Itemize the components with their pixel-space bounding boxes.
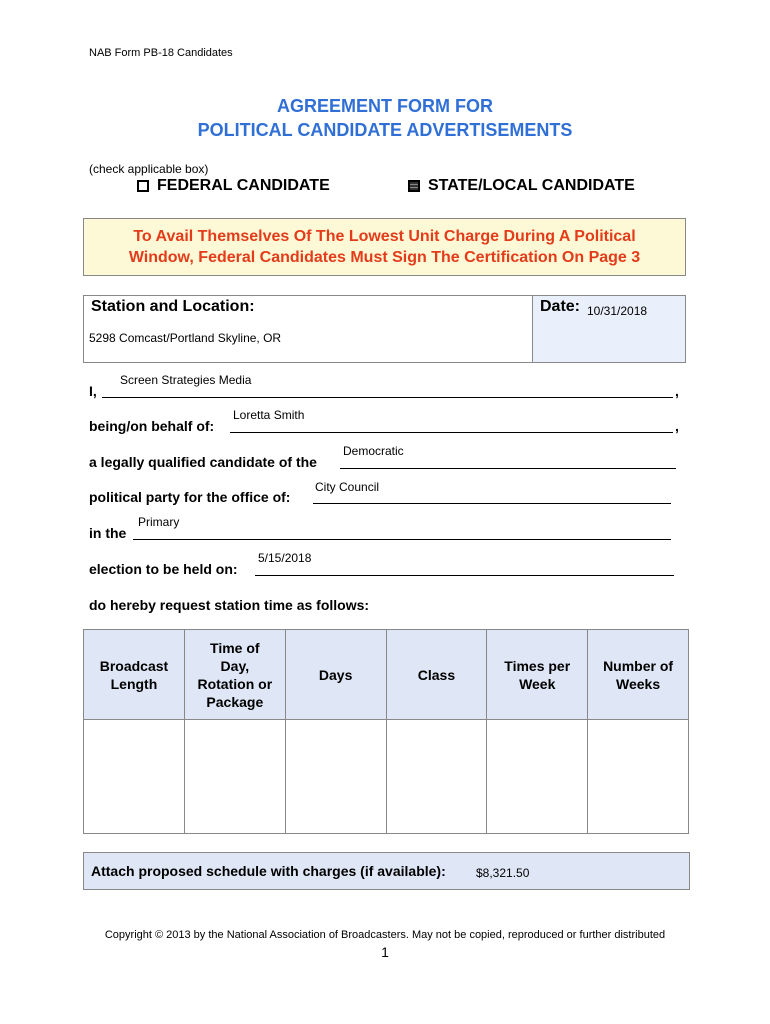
schedule-table xyxy=(83,629,689,834)
requester-name-field[interactable]: Screen Strategies Media xyxy=(120,373,252,387)
page-number: 1 xyxy=(381,944,389,960)
notice-line1: To Avail Themselves Of The Lowest Unit Charge During A Political xyxy=(133,228,636,245)
header-broadcast-length xyxy=(84,630,185,720)
station-location-field[interactable]: 5298 Comcast/Portland Skyline, OR xyxy=(89,331,282,345)
federal-candidate-option[interactable] xyxy=(137,177,330,195)
notice-line2: Window, Federal Candidates Must Sign The Certification On Page 3 xyxy=(128,249,641,266)
station-location-label: Station and Location: xyxy=(91,298,255,315)
attach-schedule-label: Attach proposed schedule with charges (if available): xyxy=(91,863,446,879)
times-per-week-cell[interactable] xyxy=(487,720,588,834)
federal-checkbox[interactable] xyxy=(137,180,149,192)
election-line xyxy=(133,539,671,540)
header-text: Length xyxy=(110,675,158,692)
federal-candidate-label: FEDERAL CANDIDATE xyxy=(157,177,330,194)
header-text: Time of xyxy=(210,639,260,656)
lowest-unit-charge-notice xyxy=(83,218,686,276)
behalf-label: being/on behalf of: xyxy=(89,418,215,434)
election-date-field[interactable]: 5/15/2018 xyxy=(258,551,312,565)
candidate-name-field[interactable]: Loretta Smith xyxy=(233,408,305,422)
form-id: NAB Form PB-18 Candidates xyxy=(89,47,233,59)
header-text: Day, xyxy=(220,657,250,674)
office-label: political party for the office of: xyxy=(89,489,291,505)
header-times-per-week xyxy=(487,630,588,720)
form-title-line2: POLITICAL CANDIDATE ADVERTISEMENTS xyxy=(197,120,573,140)
attach-schedule-amount[interactable]: $8,321.50 xyxy=(476,866,530,880)
header-class xyxy=(386,630,487,720)
header-text: Rotation or xyxy=(197,675,273,692)
party-label: a legally qualified candidate of the xyxy=(89,454,317,470)
date-field[interactable]: 10/31/2018 xyxy=(587,304,648,318)
schedule-header-row xyxy=(84,630,689,720)
form-title-line1: AGREEMENT FORM FOR xyxy=(277,96,493,116)
broadcast-length-cell[interactable] xyxy=(84,720,185,834)
header-text: Package xyxy=(206,693,264,710)
requester-label: I, xyxy=(89,383,97,399)
behalf-line xyxy=(230,432,673,433)
header-days xyxy=(285,630,386,720)
behalf-comma: , xyxy=(675,418,679,434)
header-time-of-day xyxy=(184,630,285,720)
election-date-line xyxy=(255,575,674,576)
header-text: Days xyxy=(318,666,353,683)
number-of-weeks-cell[interactable] xyxy=(588,720,689,834)
table-row xyxy=(84,720,689,834)
state-local-candidate-label: STATE/LOCAL CANDIDATE xyxy=(428,177,635,194)
station-date-divider xyxy=(532,295,533,363)
header-text: Broadcast xyxy=(99,657,169,674)
days-cell[interactable] xyxy=(285,720,386,834)
header-text: Number of xyxy=(603,657,674,674)
office-line xyxy=(313,503,671,504)
election-type-field[interactable]: Primary xyxy=(138,515,180,529)
header-number-of-weeks xyxy=(588,630,689,720)
requester-comma: , xyxy=(675,383,679,399)
state-local-checkbox[interactable] xyxy=(408,180,420,192)
requester-line xyxy=(102,397,673,398)
header-text: Weeks xyxy=(616,675,661,692)
party-line xyxy=(340,468,676,469)
time-of-day-cell[interactable] xyxy=(184,720,285,834)
election-label: in the xyxy=(89,525,127,541)
state-local-candidate-option[interactable] xyxy=(408,177,635,195)
party-field[interactable]: Democratic xyxy=(343,444,404,458)
copyright-notice: Copyright © 2013 by the National Association of Broadcasters. May not be copied, reproduced or further distributed xyxy=(104,929,666,941)
date-label: Date: xyxy=(540,298,581,315)
header-text: Times per xyxy=(504,657,571,674)
header-text: Week xyxy=(519,675,556,692)
class-cell[interactable] xyxy=(386,720,487,834)
check-hint: (check applicable box) xyxy=(89,162,209,176)
office-field[interactable]: City Council xyxy=(315,480,380,494)
request-text: do hereby request station time as follows: xyxy=(89,597,370,613)
header-text: Class xyxy=(417,666,456,683)
election-date-label: election to be held on: xyxy=(89,561,238,577)
